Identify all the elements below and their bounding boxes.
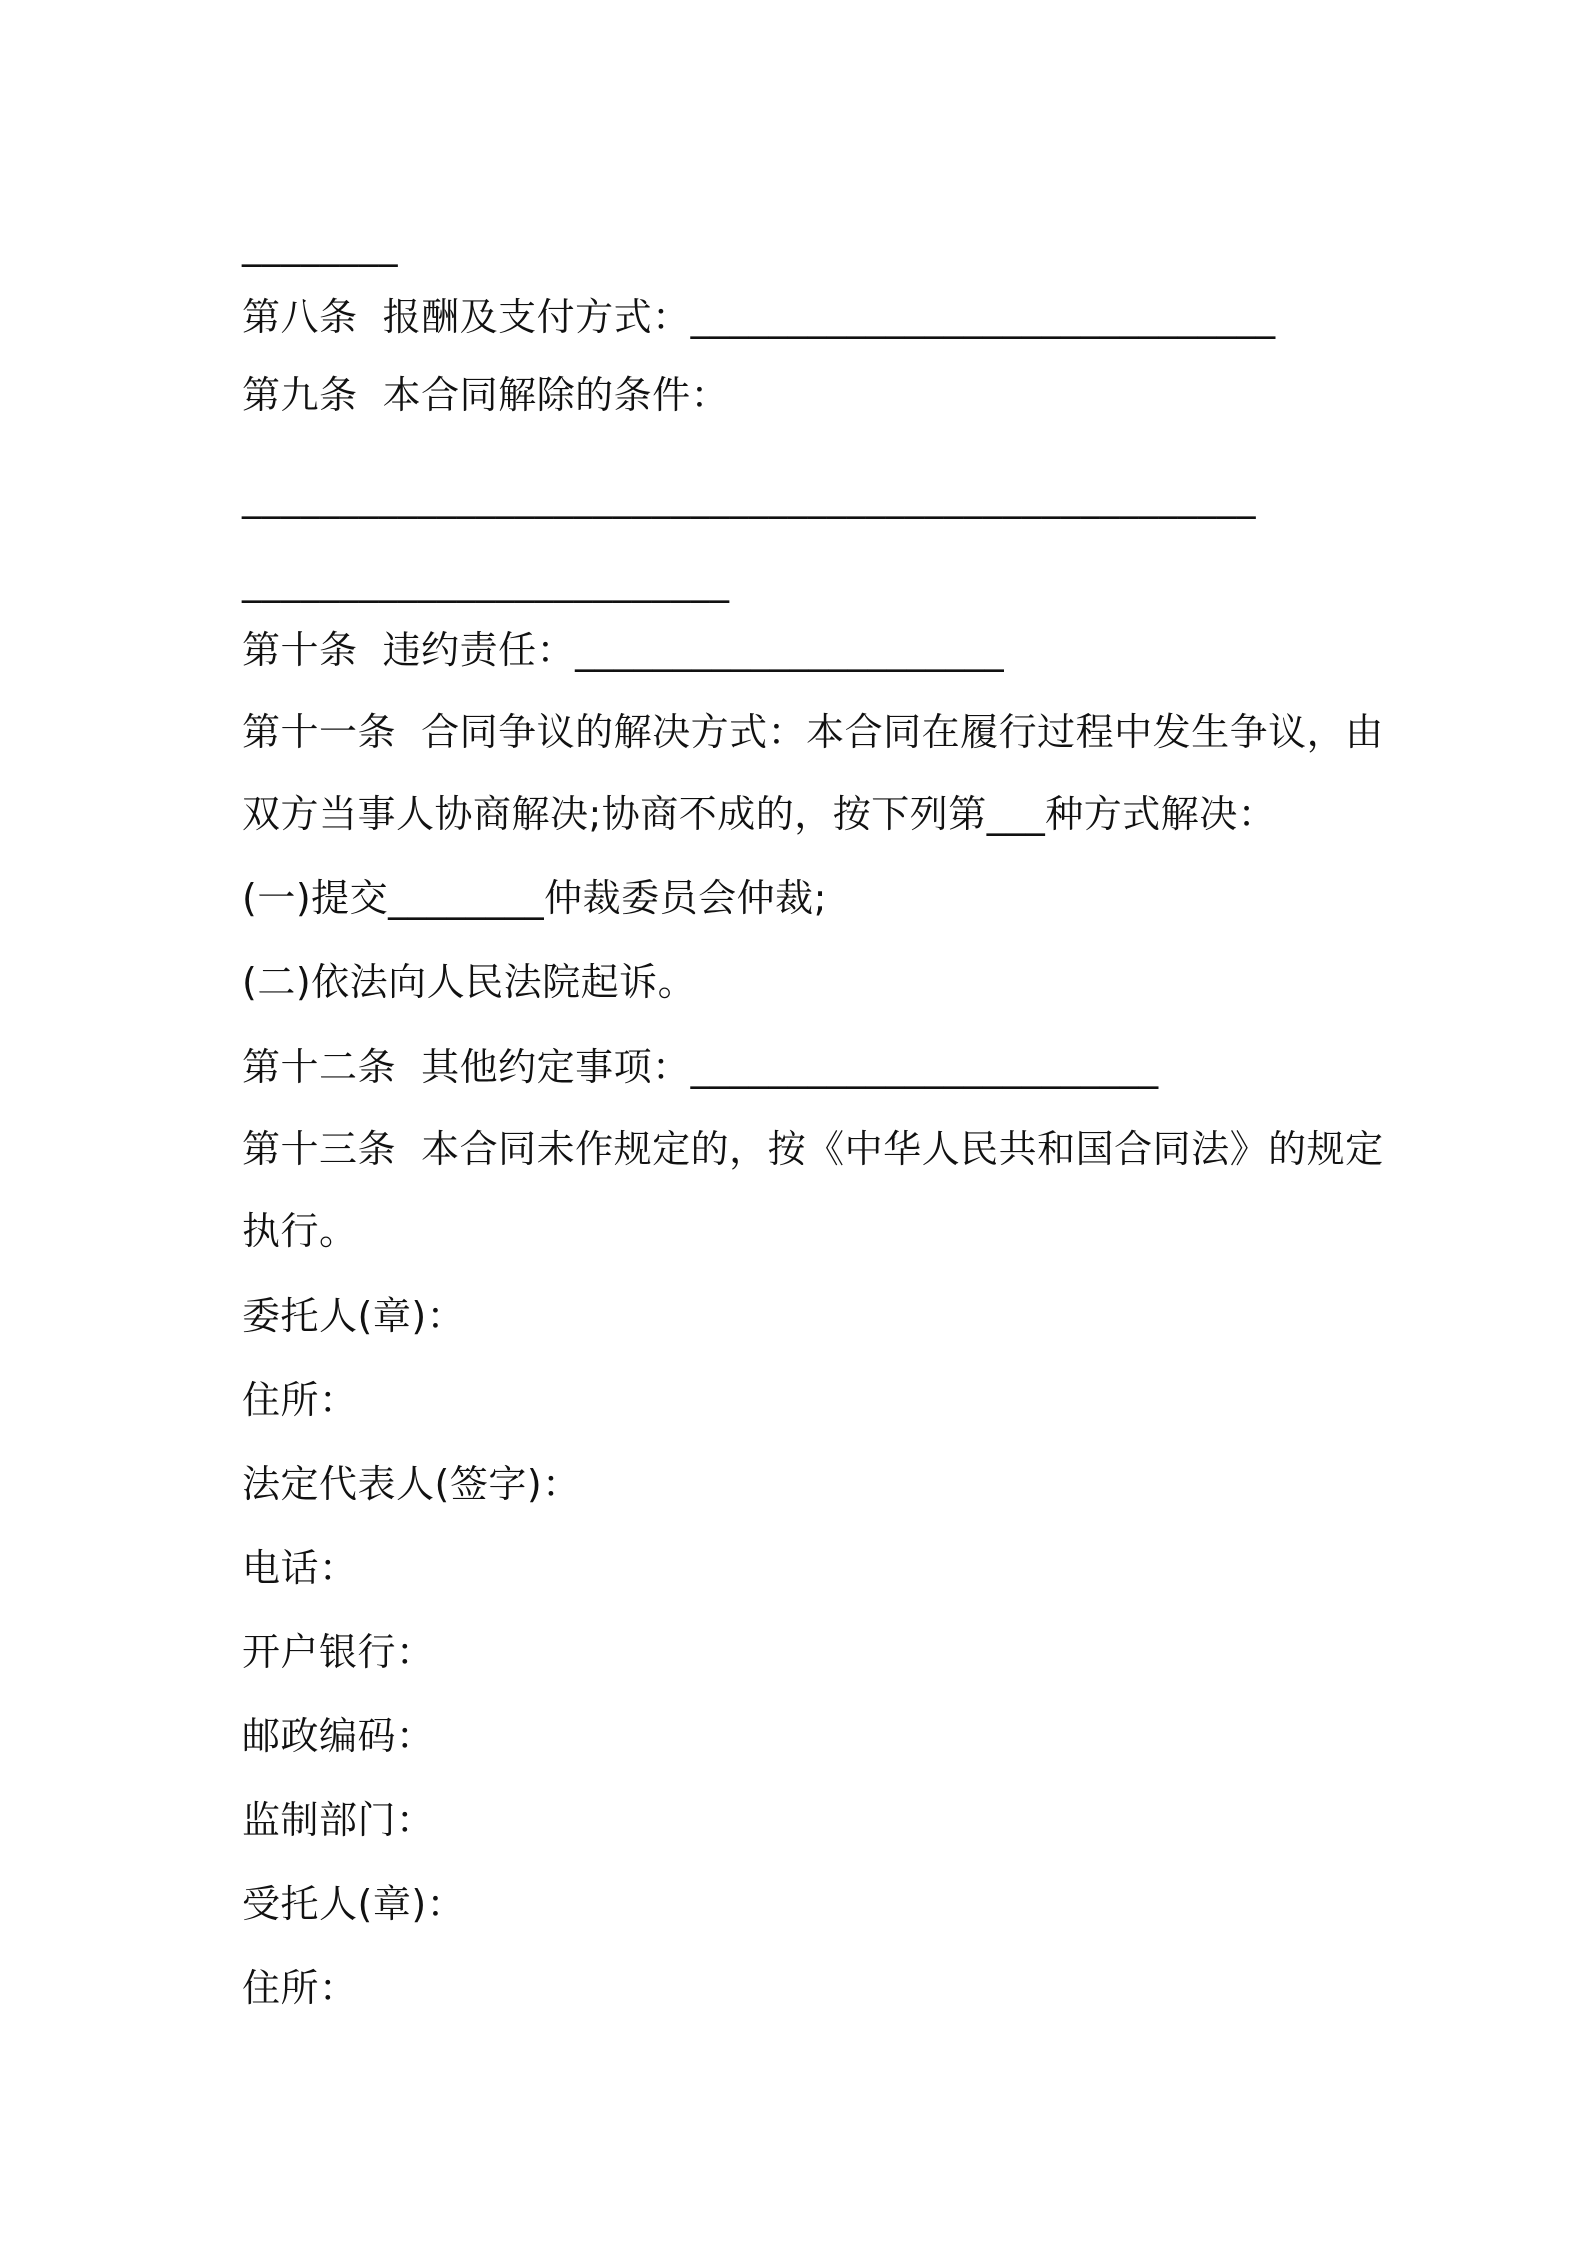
bank-label: 开户银行：: [242, 1630, 435, 1674]
trustee-address-label: 住所：: [242, 1966, 358, 2010]
article-12-other: 第十二条 其他约定事项：________________________: [242, 1045, 1159, 1089]
phone-label: 电话：: [242, 1546, 358, 1590]
dispute-option-2: (二)依法向人民法院起诉。: [242, 960, 697, 1004]
article-13-law-cont: 执行。: [242, 1209, 358, 1253]
article-9-termination: 第九条 本合同解除的条件：: [242, 373, 730, 417]
article-10-liability: 第十条 违约责任：______________________: [242, 628, 1005, 672]
article-11-dispute-cont: 双方当事人协商解决;协商不成的，按下列第___种方式解决：: [242, 792, 1277, 836]
article-8-payment: 第八条 报酬及支付方式：______________________________: [242, 295, 1276, 339]
blank-fill-line: ________: [242, 223, 398, 267]
client-address-label: 住所：: [242, 1378, 358, 1422]
trustee-seal-label: 受托人(章)：: [242, 1882, 466, 1926]
article-13-law: 第十三条 本合同未作规定的，按《中华人民共和国合同法》的规定: [242, 1127, 1384, 1171]
supervisor-label: 监制部门：: [242, 1798, 435, 1842]
legal-rep-label: 法定代表人(签字)：: [242, 1462, 581, 1506]
blank-fill-line: _________________________: [242, 559, 730, 603]
blank-fill-line: ____________________________________________________: [242, 475, 1256, 519]
client-seal-label: 委托人(章)：: [242, 1294, 466, 1338]
article-11-dispute: 第十一条 合同争议的解决方式：本合同在履行过程中发生争议，由: [242, 710, 1384, 754]
postcode-label: 邮政编码：: [242, 1714, 435, 1758]
dispute-option-1: (一)提交________仲裁委员会仲裁;: [242, 876, 827, 920]
